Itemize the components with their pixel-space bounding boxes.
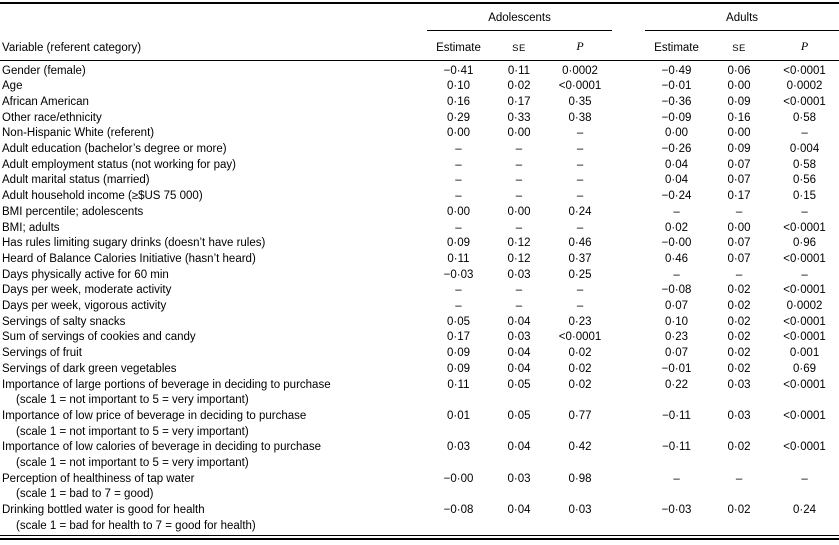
adults-estimate-value: −0·49 [661, 64, 692, 77]
adolescents-estimate-value: – [455, 221, 462, 234]
table-row [0, 268, 839, 284]
variable-label: Drinking bottled water is good for health [2, 504, 205, 517]
adolescents-p-value: – [576, 127, 584, 140]
adults-se-value: 0·09 [727, 95, 751, 108]
adults-se-value: 0·03 [727, 378, 751, 391]
adolescents-p-value: 0·77 [568, 409, 592, 422]
group-gap [612, 221, 645, 237]
variable-label: Other race/ethnicity [2, 111, 102, 124]
adolescents-p-value: <0·0001 [558, 331, 602, 344]
group-header-empty-cell [0, 3, 427, 30]
group-gap [612, 362, 645, 378]
variable-label: Importance of large portions of beverage in deciding to purchase [2, 378, 331, 391]
adults-p-value: 0·69 [793, 362, 817, 375]
adults-estimate-value: −0·01 [661, 80, 692, 93]
table-row [0, 378, 839, 409]
variable-scale-note: (scale 1 = not important to 5 = very important) [16, 394, 249, 407]
table-row [0, 503, 839, 535]
group-gap [612, 440, 645, 471]
table-row [0, 95, 839, 111]
adults-se-value: 0·07 [727, 158, 751, 171]
adults-se-value: 0·02 [727, 441, 751, 454]
adults-p-value: 0·0002 [786, 80, 823, 93]
variable-label-cell [0, 378, 427, 409]
adolescents-se-value: – [515, 284, 523, 297]
group-gap [612, 142, 645, 158]
variable-label-cell [0, 283, 427, 299]
variable-label-cell [0, 60, 427, 79]
adolescents-p-value: 0·37 [568, 252, 592, 265]
adolescents-p-value: 0·46 [568, 237, 592, 250]
adults-estimate-value: 0·04 [665, 158, 689, 171]
group-gap [612, 409, 645, 440]
group-gap [612, 299, 645, 315]
variable-label-cell [0, 236, 427, 252]
table-row [0, 252, 839, 268]
adolescents-estimate-value: −0·00 [443, 472, 474, 485]
adults-se-value: 0·16 [727, 111, 751, 124]
variable-label: Perception of healthiness of tap water [2, 472, 195, 485]
table-row [0, 173, 839, 189]
adolescents-se-value: 0·03 [507, 472, 531, 485]
adolescents-p-value: 0·02 [568, 347, 592, 360]
adolescents-p-value: 0·42 [568, 441, 592, 454]
adolescents-p-value: 0·23 [568, 315, 592, 328]
group-gap [612, 3, 645, 30]
adolescents-p-value: – [576, 190, 584, 203]
variable-scale-note: (scale 1 = not important to 5 = very important) [16, 457, 249, 470]
adults-p-value: – [801, 472, 808, 485]
table-bottom-rule [0, 536, 839, 540]
column-header-se-adults: SE [708, 30, 770, 60]
table-row [0, 346, 839, 362]
adolescents-se-value: 0·11 [507, 64, 531, 77]
adolescents-p-value: – [576, 221, 584, 234]
adults-p-value: 0·58 [793, 158, 817, 171]
table-row [0, 189, 839, 205]
variable-label: African American [2, 95, 89, 108]
adolescents-estimate-value: −0·41 [443, 64, 474, 77]
adolescents-se-value: 0·00 [507, 205, 531, 218]
variable-label-cell [0, 346, 427, 362]
adolescents-p-value: 0·98 [568, 472, 592, 485]
adults-estimate-value: −0·24 [661, 190, 692, 203]
variable-label-cell [0, 158, 427, 174]
variable-label: Adult household income (≥$US 75 000) [2, 190, 203, 203]
adolescents-p-value: – [576, 174, 584, 187]
variable-label-cell [0, 173, 427, 189]
adults-se-value: 0·07 [727, 252, 751, 265]
adults-p-value: 0·24 [793, 504, 817, 517]
group-gap [612, 60, 645, 79]
adults-se-value: 0·09 [727, 143, 751, 156]
adults-estimate-value: 0·04 [665, 174, 689, 187]
variable-label: Gender (female) [2, 64, 86, 77]
group-gap [612, 346, 645, 362]
adolescents-estimate-value: – [455, 284, 462, 297]
group-gap [612, 126, 645, 142]
adolescents-estimate-value: 0·29 [446, 111, 471, 124]
adults-p-value: 0·96 [793, 237, 817, 250]
variable-label-cell [0, 189, 427, 205]
column-header-p-adults: P [770, 30, 839, 60]
column-header-estimate-adults: Estimate [645, 30, 708, 60]
variable-label-cell [0, 330, 427, 346]
adolescents-p-value: 0·02 [568, 362, 592, 375]
table-row [0, 79, 839, 95]
adolescents-p-value: 0·35 [568, 95, 592, 108]
variable-scale-note: (scale 1 = bad for health to 7 = good for health) [16, 519, 256, 532]
adolescents-estimate-value: – [455, 190, 462, 203]
adults-p-value: 0·56 [793, 174, 817, 187]
adults-se-value: 0·02 [727, 331, 751, 344]
adolescents-estimate-value: 0·11 [447, 378, 470, 391]
variable-label-cell [0, 503, 427, 535]
adolescents-se-value: – [515, 174, 523, 187]
group-gap [612, 95, 645, 111]
adults-se-value: – [735, 472, 743, 485]
group-gap [612, 111, 645, 127]
adolescents-se-value: – [515, 300, 523, 313]
variable-label: Age [2, 80, 23, 93]
variable-label-cell [0, 221, 427, 237]
variable-label-cell [0, 440, 427, 471]
group-gap [612, 315, 645, 331]
adolescents-se-value: 0·03 [507, 268, 531, 281]
variable-label: Adult education (bachelor’s degree or more) [2, 143, 227, 156]
adolescents-estimate-value: 0·03 [446, 441, 471, 454]
adults-estimate-value: −0·01 [661, 362, 692, 375]
adults-se-value: 0·02 [727, 347, 751, 360]
adolescents-se-value: 0·33 [507, 111, 531, 124]
adolescents-se-value: 0·05 [507, 378, 531, 391]
adults-estimate-value: −0·08 [661, 284, 692, 297]
adults-estimate-value: 0·23 [665, 331, 689, 344]
adolescents-se-value: – [515, 158, 523, 171]
table-row [0, 315, 839, 331]
adolescents-se-value: 0·05 [507, 409, 531, 422]
adolescents-estimate-value: – [455, 300, 462, 313]
variable-label: Non-Hispanic White (referent) [2, 127, 155, 140]
adolescents-estimate-value: 0·01 [446, 409, 471, 422]
adolescents-p-value: – [576, 284, 584, 297]
adolescents-estimate-value: 0·05 [446, 315, 471, 328]
adults-estimate-value: 0·22 [665, 378, 689, 391]
adolescents-estimate-value: 0·00 [446, 205, 471, 218]
table-row [0, 409, 839, 440]
adolescents-p-value: 0·0002 [562, 64, 598, 77]
adolescents-se-value: 0·12 [507, 252, 531, 265]
adolescents-estimate-value: 0·10 [446, 80, 471, 93]
adults-p-value: – [801, 205, 808, 218]
adolescents-estimate-value: – [455, 143, 462, 156]
column-header-row [0, 30, 839, 60]
group-header-row [0, 3, 839, 30]
variable-label-cell [0, 252, 427, 268]
adults-estimate-value: −0·11 [662, 441, 691, 454]
adolescents-se-value: 0·04 [507, 315, 531, 328]
regression-results-table [0, 2, 839, 536]
table-row [0, 60, 839, 79]
table-row [0, 472, 839, 503]
adults-se-value: 0·02 [727, 362, 751, 375]
table-row [0, 158, 839, 174]
table-row [0, 205, 839, 221]
adolescents-estimate-value: −0·03 [443, 268, 474, 281]
variable-label-cell [0, 472, 427, 503]
adults-p-value: 0·001 [789, 347, 820, 360]
adults-estimate-value: −0·36 [661, 95, 692, 108]
table-row [0, 142, 839, 158]
variable-label: BMI; adults [2, 221, 60, 234]
adolescents-estimate-value: – [455, 174, 462, 187]
adults-p-value: 0·0002 [786, 300, 823, 313]
variable-label: BMI percentile; adolescents [2, 205, 144, 218]
table-row [0, 111, 839, 127]
column-header-se-adolescents: SE [490, 30, 548, 60]
adolescents-estimate-value: 0·09 [446, 347, 471, 360]
group-header-adolescents: Adolescents [427, 3, 612, 30]
variable-label: Sum of servings of cookies and candy [2, 331, 196, 344]
variable-scale-note: (scale 1 = not important to 5 = very important) [16, 425, 249, 438]
adults-estimate-value: −0·03 [661, 504, 692, 517]
group-gap [612, 283, 645, 299]
table-row [0, 440, 839, 471]
adolescents-estimate-value: 0·09 [446, 237, 471, 250]
adolescents-p-value: 0·02 [568, 378, 592, 391]
adults-se-value: 0·07 [727, 174, 751, 187]
adolescents-p-value: 0·03 [568, 504, 592, 517]
variable-label: Importance of low price of beverage in deciding to purchase [2, 409, 307, 422]
group-gap [612, 158, 645, 174]
variable-label: Importance of low calories of beverage in deciding to purchase [2, 441, 321, 454]
table-row [0, 126, 839, 142]
adults-estimate-value: −0·26 [661, 143, 692, 156]
adults-p-value: 0·15 [793, 190, 817, 203]
adolescents-se-value: 0·04 [507, 504, 531, 517]
adults-estimate-value: 0·10 [665, 315, 689, 328]
adults-estimate-value: 0·07 [665, 347, 689, 360]
variable-label: Servings of salty snacks [2, 315, 126, 328]
adolescents-p-value: – [576, 158, 584, 171]
variable-label: Days physically active for 60 min [2, 268, 169, 281]
adolescents-estimate-value: 0·00 [446, 127, 471, 140]
group-gap [612, 330, 645, 346]
variable-label: Adult marital status (married) [2, 174, 150, 187]
adolescents-se-value: 0·03 [507, 331, 531, 344]
variable-label-cell [0, 126, 427, 142]
variable-label: Heard of Balance Calories Initiative (hasn’t heard) [2, 252, 256, 265]
variable-label: Days per week, moderate activity [2, 284, 172, 297]
adults-p-value: <0·0001 [783, 64, 826, 77]
adolescents-p-value: – [576, 143, 584, 156]
adults-p-value: <0·0001 [783, 252, 826, 265]
adults-p-value: <0·0001 [783, 378, 826, 391]
variable-label-cell [0, 409, 427, 440]
adolescents-se-value: 0·17 [507, 95, 531, 108]
adults-se-value: 0·02 [727, 300, 751, 313]
adults-estimate-value: – [673, 472, 680, 485]
adults-p-value: <0·0001 [783, 331, 826, 344]
adults-estimate-value: 0·07 [665, 300, 689, 313]
variable-label-cell [0, 79, 427, 95]
adults-se-value: 0·00 [727, 127, 751, 140]
variable-label: Days per week, vigorous activity [2, 300, 167, 313]
variable-label-cell [0, 111, 427, 127]
adolescents-estimate-value: 0·17 [446, 331, 471, 344]
group-gap [612, 30, 645, 60]
group-gap [612, 236, 645, 252]
column-header-variable: Variable (referent category) [0, 30, 427, 60]
variable-label-cell [0, 299, 427, 315]
variable-scale-note: (scale 1 = bad to 7 = good) [16, 488, 154, 501]
variable-label: Servings of dark green vegetables [2, 362, 177, 375]
variable-label-cell [0, 315, 427, 331]
adults-p-value: <0·0001 [783, 315, 826, 328]
table-row [0, 299, 839, 315]
variable-label-cell [0, 142, 427, 158]
adolescents-se-value: 0·04 [507, 347, 531, 360]
group-gap [612, 268, 645, 284]
variable-label: Servings of fruit [2, 347, 82, 360]
adolescents-se-value: – [515, 143, 523, 156]
adults-estimate-value: 0·46 [665, 252, 689, 265]
adolescents-p-value: <0·0001 [558, 80, 602, 93]
adolescents-se-value: 0·04 [507, 362, 531, 375]
adults-p-value: <0·0001 [783, 441, 826, 454]
adults-estimate-value: −0·11 [662, 409, 691, 422]
adolescents-estimate-value: −0·08 [443, 504, 474, 517]
adolescents-se-value: 0·02 [507, 80, 531, 93]
adolescents-se-value: 0·12 [507, 237, 531, 250]
adults-se-value: 0·00 [727, 80, 751, 93]
adolescents-estimate-value: 0·09 [446, 362, 471, 375]
adolescents-estimate-value: – [455, 158, 462, 171]
table-row [0, 221, 839, 237]
adolescents-se-value: 0·00 [507, 127, 531, 140]
adults-estimate-value: 0·02 [665, 221, 689, 234]
adults-p-value: 0·004 [789, 143, 820, 156]
adolescents-se-value: – [515, 190, 523, 203]
table-row [0, 362, 839, 378]
adults-se-value: – [735, 205, 743, 218]
group-gap [612, 503, 645, 535]
adults-p-value: <0·0001 [783, 221, 826, 234]
group-gap [612, 173, 645, 189]
adults-se-value: 0·06 [727, 64, 751, 77]
adults-se-value: 0·07 [727, 237, 751, 250]
adults-p-value: – [801, 127, 808, 140]
adolescents-p-value: 0·24 [568, 205, 592, 218]
group-gap [612, 378, 645, 409]
group-header-adults: Adults [645, 3, 839, 30]
group-gap [612, 189, 645, 205]
adults-estimate-value: −0·00 [661, 237, 692, 250]
column-header-p-adolescents: P [548, 30, 612, 60]
adults-se-value: 0·02 [727, 284, 751, 297]
adults-se-value: 0·02 [727, 504, 751, 517]
adolescents-p-value: 0·25 [568, 268, 592, 281]
adults-p-value: – [801, 268, 808, 281]
group-gap [612, 252, 645, 268]
table-row [0, 330, 839, 346]
adolescents-estimate-value: 0·11 [447, 252, 470, 265]
adults-p-value: <0·0001 [783, 409, 826, 422]
column-header-estimate-adolescents: Estimate [427, 30, 490, 60]
table-row [0, 283, 839, 299]
adolescents-se-value: – [515, 221, 523, 234]
adults-estimate-value: – [673, 268, 680, 281]
variable-label: Adult employment status (not working for pay) [2, 158, 236, 171]
adults-se-value: – [735, 268, 743, 281]
adults-estimate-value: 0·00 [665, 127, 689, 140]
adults-estimate-value: – [673, 205, 680, 218]
group-gap [612, 79, 645, 95]
adults-p-value: 0·58 [793, 111, 817, 124]
variable-label: Has rules limiting sugary drinks (doesn’t have rules) [2, 237, 266, 250]
adults-p-value: <0·0001 [783, 95, 826, 108]
table-row [0, 236, 839, 252]
adults-se-value: 0·17 [727, 190, 751, 203]
adults-se-value: 0·02 [727, 315, 751, 328]
adults-se-value: 0·00 [727, 221, 751, 234]
group-gap [612, 472, 645, 503]
variable-label-cell [0, 205, 427, 221]
adults-estimate-value: −0·09 [661, 111, 692, 124]
adults-se-value: 0·03 [727, 409, 751, 422]
adolescents-p-value: 0·38 [568, 111, 592, 124]
adolescents-se-value: 0·04 [507, 441, 531, 454]
adolescents-p-value: – [576, 300, 584, 313]
adults-p-value: <0·0001 [783, 284, 826, 297]
group-gap [612, 205, 645, 221]
variable-label-cell [0, 268, 427, 284]
variable-label-cell [0, 95, 427, 111]
adolescents-estimate-value: 0·16 [446, 95, 471, 108]
variable-label-cell [0, 362, 427, 378]
